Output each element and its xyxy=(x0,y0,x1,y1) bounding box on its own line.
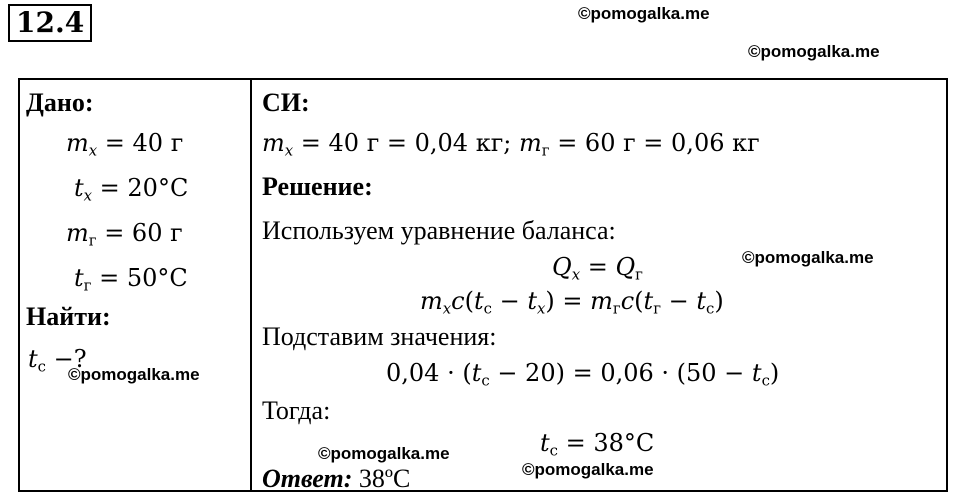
given-title: Дано: xyxy=(26,88,94,117)
si-line: $m_x = 40$ г = 0,04 кг; $m_г = 60$ г = 0,06 кг xyxy=(262,129,760,160)
given-mass-hot: $m_г = 60$ г xyxy=(66,219,183,250)
solution-title: Решение: xyxy=(262,172,373,201)
watermark: ©pomogalka.me xyxy=(318,444,450,463)
solution-intro: Используем уравнение баланса: xyxy=(262,216,616,245)
substitute-label: Подставим значения: xyxy=(262,322,497,351)
column-divider xyxy=(250,80,252,490)
equation-expanded: $m_xc(t_c - t_x) = m_гc(t_г - t_c)$ xyxy=(420,287,724,318)
given-mass-cold: $m_x = 40$ г xyxy=(66,129,184,160)
problem-number: 12.4 xyxy=(8,4,92,42)
result-equation: $t_c = 38^\circ C$ xyxy=(540,429,655,460)
watermark: ©pomogalka.me xyxy=(578,4,710,23)
watermark: ©pomogalka.me xyxy=(522,460,654,479)
find-line: $t_c$ −? xyxy=(28,345,87,376)
answer-label: Ответ: xyxy=(262,464,353,493)
given-temp-hot: $t_г = 50^\circ C$ xyxy=(74,264,188,295)
equation-substituted: $0,04 \cdot (t_c - 20) = 0,06 \cdot (50 - t_c)$ xyxy=(386,359,780,390)
then-label: Тогда: xyxy=(262,396,331,425)
solution-table xyxy=(18,78,948,492)
find-title: Найти: xyxy=(26,302,111,331)
answer-line xyxy=(262,464,410,494)
answer-value: 38ºC xyxy=(358,464,411,493)
watermark: ©pomogalka.me xyxy=(68,365,200,384)
watermark: ©pomogalka.me xyxy=(742,248,874,267)
watermark: ©pomogalka.me xyxy=(748,42,880,61)
given-temp-cold: $t_x = 20^\circ C$ xyxy=(74,174,189,205)
equation-balance: $Q_x = Q_г$ xyxy=(552,253,643,284)
si-title: СИ: xyxy=(262,88,310,117)
